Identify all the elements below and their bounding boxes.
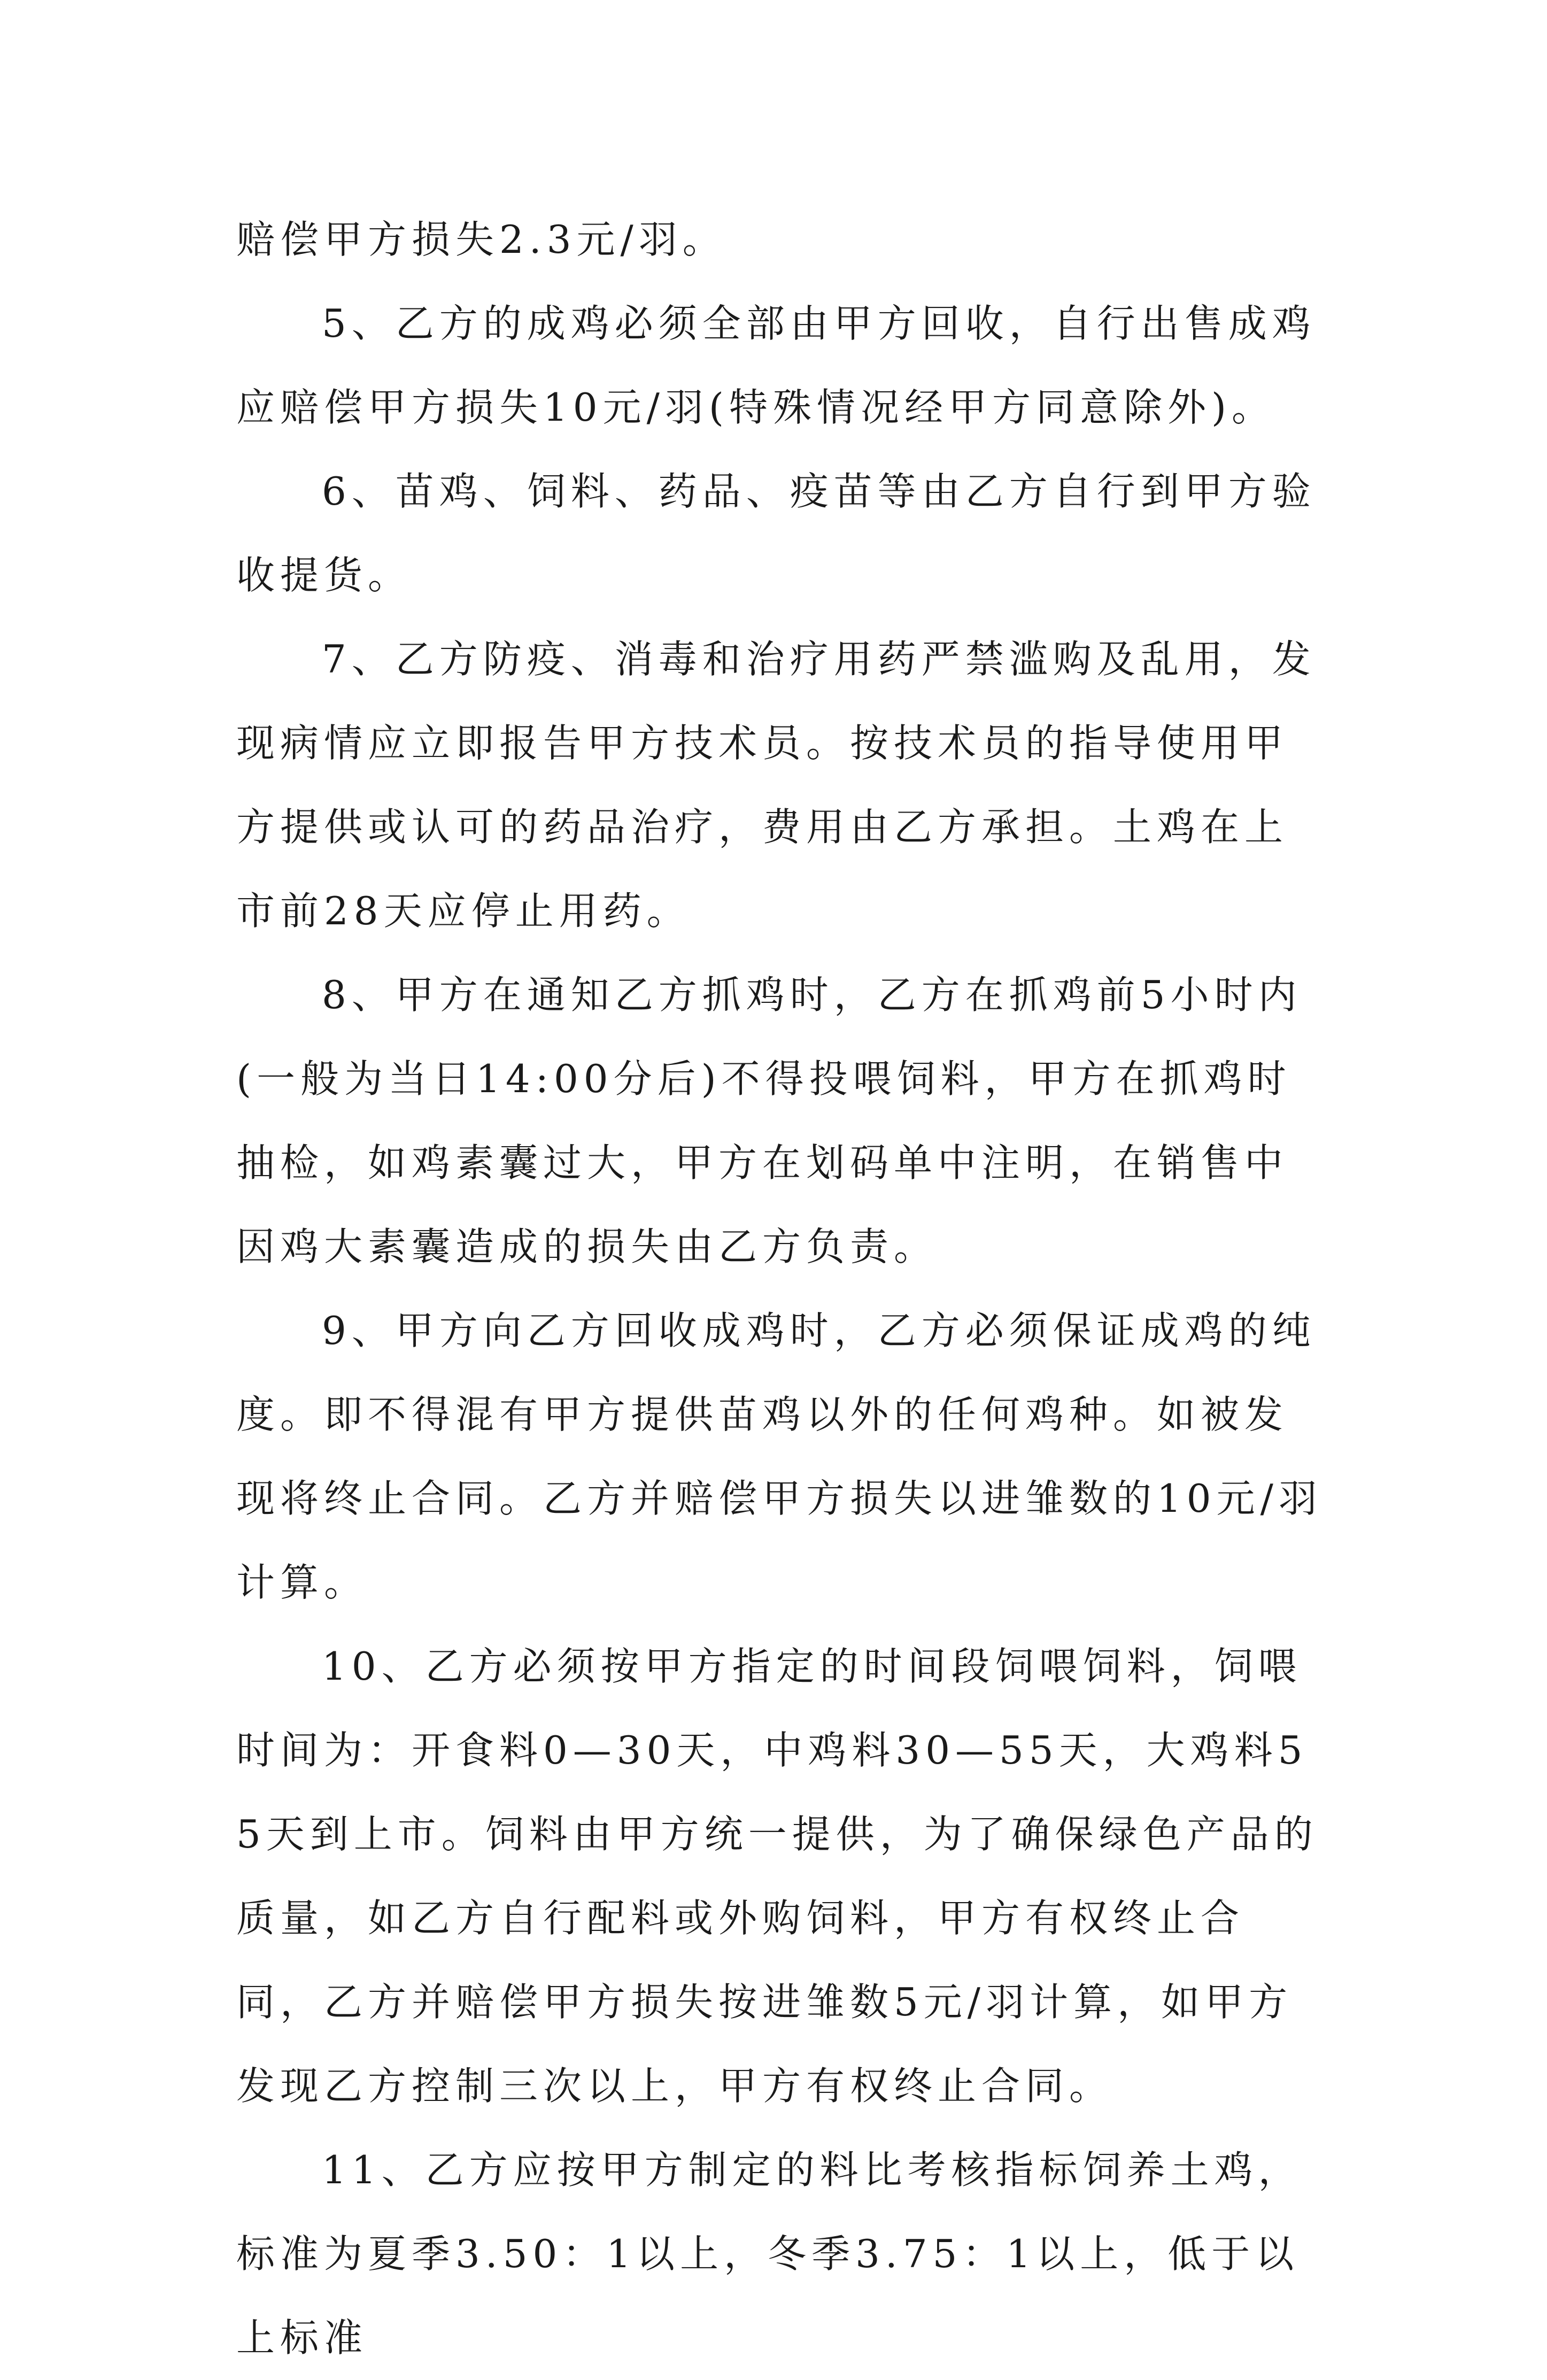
- paragraph-clause-7: 7、乙方防疫、消毒和治疗用药严禁滥购及乱用，发现病情应立即报告甲方技术员。按技术员的指导使用甲方提供或认可的药品治疗，费用由乙方承担。土鸡在上市前28天应停止用药。: [236, 637, 1316, 933]
- paragraph-clause-9: 9、甲方向乙方回收成鸡时，乙方必须保证成鸡的纯度。即不得混有甲方提供苗鸡以外的任何鸡种。如被发现将终止合同。乙方并赔偿甲方损失以进雏数的10元/羽计算。: [236, 1308, 1322, 1605]
- document-body: [236, 198, 1327, 2380]
- paragraph-clause-5: 5、乙方的成鸡必须全部由甲方回收，自行出售成鸡应赔偿甲方损失10元/羽(特殊情况经甲方同意除外)。: [236, 301, 1316, 430]
- paragraph-clause-11: 11、乙方应按甲方制定的料比考核指标饲养土鸡，标准为夏季3.50：1以上，冬季3.75：1以上，低于以上标准: [236, 2147, 1302, 2360]
- paragraph-clause-6: 6、苗鸡、饲料、药品、疫苗等由乙方自行到甲方验收提货。: [236, 469, 1316, 598]
- paragraph-compensation-tail: 赔偿甲方损失2.3元/羽。: [236, 217, 726, 262]
- paragraph-clause-10: 10、乙方必须按甲方指定的时间段饲喂饲料，饲喂时间为：开食料0—30天，中鸡料30—55天，大鸡料55天到上市。饲料由甲方统一提供，为了确保绿色产品的质量，如乙方自行配料或外购饲料，甲方有权终止合同，乙方并赔偿甲方损失按进雏数5元/羽计算，如甲方发现乙方控制三次以上，甲方有权终止合同。: [236, 1644, 1318, 2108]
- paragraph-clause-8: 8、甲方在通知乙方抓鸡时，乙方在抓鸡前5小时内(一般为当日14:00分后)不得投喂饲料，甲方在抓鸡时抽检，如鸡素囊过大，甲方在划码单中注明，在销售中因鸡大素囊造成的损失由乙方负责。: [236, 972, 1302, 1269]
